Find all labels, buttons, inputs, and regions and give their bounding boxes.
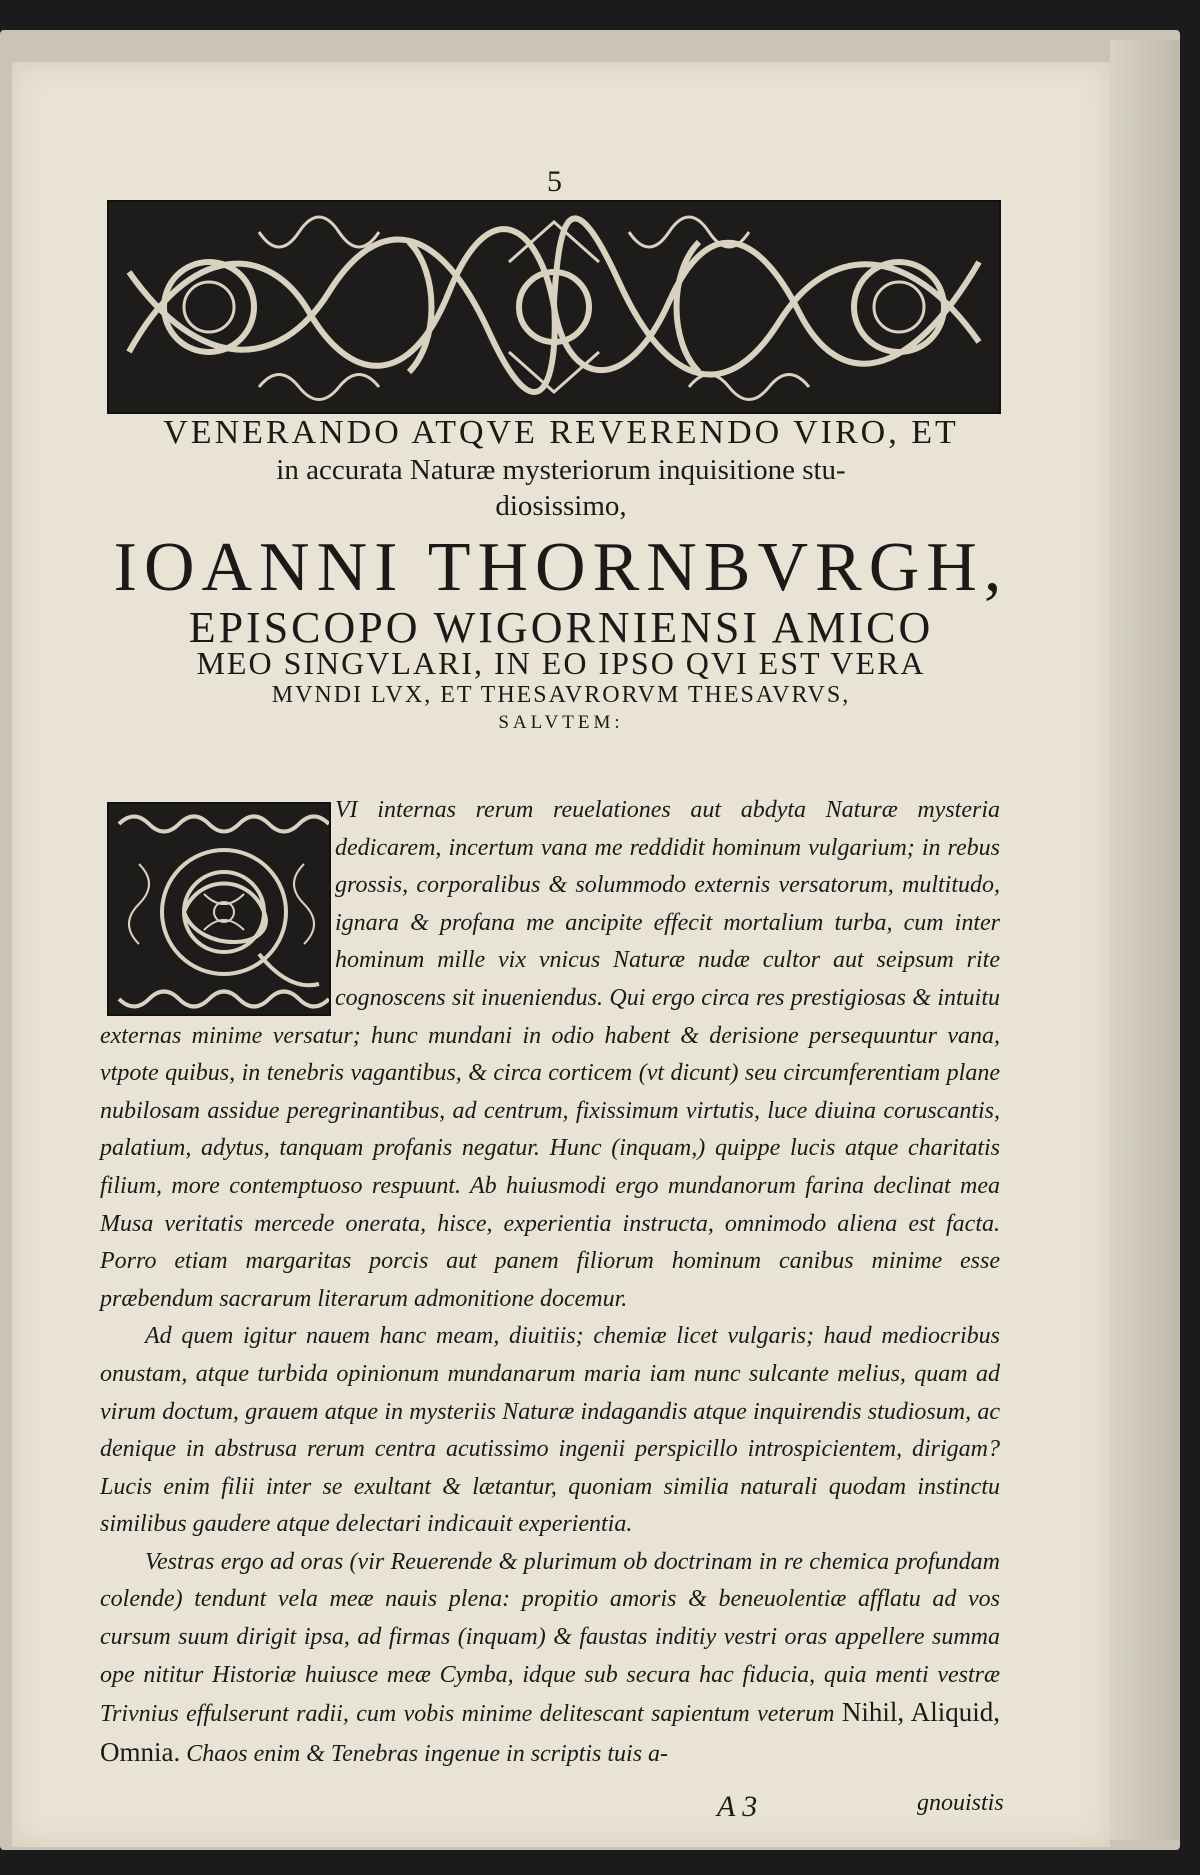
woodcut-headpiece [107, 200, 1001, 414]
page-number: 5 [547, 165, 562, 198]
dedication-line-2: in accurata Naturæ mysteriorum inquisitione stu- [276, 454, 846, 486]
paragraph-2: Ad quem igitur nauem hanc meam, diuitiis; chemiæ licet vulgaris; haud mediocribus onustam, atque turbida opinionum mundanarum maria iam nunc sulcante melius, quam ad virum doctum, grauem atque in mysteriis Naturæ indagandis atque inquirendis studiosum, ac denique in abstrusa rerum centra acutissimo ingenii perspicillo introspicientem, dirigam? Lucis enim filii inter se exultant & lætantur, quoniam similia naturali quodam instinctu similibus gaudere atque delectari indicauit experientia. [100, 1323, 1000, 1538]
initial-space [100, 792, 335, 1014]
recipient-name: IOANNI THORNBVRGH, [113, 529, 1009, 606]
paragraph-3-roman: Nihil, Aliquid, Omnia. [100, 1697, 1000, 1767]
recipient-title-1: EPISCOPO WIGORNIENSI AMICO [188, 603, 934, 652]
paragraph-3-end: Chaos enim & Tenebras ingenue in scriptis tuis a- [186, 1740, 669, 1767]
signature-mark: A 3 [717, 1790, 758, 1823]
paragraph-3-start: Vestras ergo ad oras (vir Reuerende & plurimum ob doctrinam in re chemica profundam colende) tendunt vela meæ nauis plena: propitio amoris & beneuolentiæ afflatu ad vos cursum suum dirigit ipsa, ad firmas (inquam) & faustas inditiy vestri oras appellere summa ope nititur Historiæ huiusce meæ Cymba, idque sub secura hac fiducia, quia menti vestræ Trivnius effulserunt radii, cum vobis minime delitescant sapientum veterum [100, 1548, 1000, 1728]
dedication-text [100, 792, 1000, 1773]
paragraph-1 [100, 792, 1000, 1318]
catchword: gnouistis [917, 1790, 1004, 1816]
paragraph-3 [100, 1544, 1000, 1774]
headpiece-ornament [109, 202, 999, 412]
recipient-title-2: MEO SINGVLARI, IN EO IPSO QVI EST VERA [196, 645, 926, 681]
cover-edge [1110, 40, 1180, 1840]
salutation: SALVTEM: [498, 712, 624, 733]
paragraph-1-text: VI internas rerum reuelationes aut abdyta Naturæ mysteria dedicarem, incertum vana me reddidit hominum vulgarium; in rebus grossis, corporalibus & solummodo externis versatorum, multitudo, ignara & profana me ancipite effecit mortalium turba, cum inter hominum mille vix vnicus Naturæ nudæ cultor aut seipsum rite cognoscens sit inueniendus. Qui ergo circa res prestigiosas & intuitu externas minime versatur; hunc mundani in odio habent & derisione persequuntur vana, vtpote quibus, in tenebris vagantibus, & circa corticem (vt dicunt) seu circumferentiam plane nubilosam assidue peregrinantibus, ad centrum, fixissimum virtutis, luce diuina coruscantis, palatium, adytus, tanquam profanis negatur. Hunc (inquam,) quippe lucis atque charitatis filium, more contemptuoso respuunt. Ab huiusmodi ergo mundanorum farina declinat mea Musa veritatis mercede onerata, hisce, experientia instructa, omnimodo aliena est facta. Porro etiam margaritas porcis aut panem filiorum hominum canibus minime esse præbendum sacrarum literarum admonitione docemur. [100, 797, 1000, 1312]
recipient-title-3: MVNDI LVX, ET THESAVRORVM THESAVRVS, [271, 682, 851, 708]
dedication-line-3: diosissimo, [495, 490, 627, 522]
book-page [12, 62, 1110, 1847]
dedication-line-1: VENERANDO ATQVE REVERENDO VIRO, ET [163, 414, 959, 451]
